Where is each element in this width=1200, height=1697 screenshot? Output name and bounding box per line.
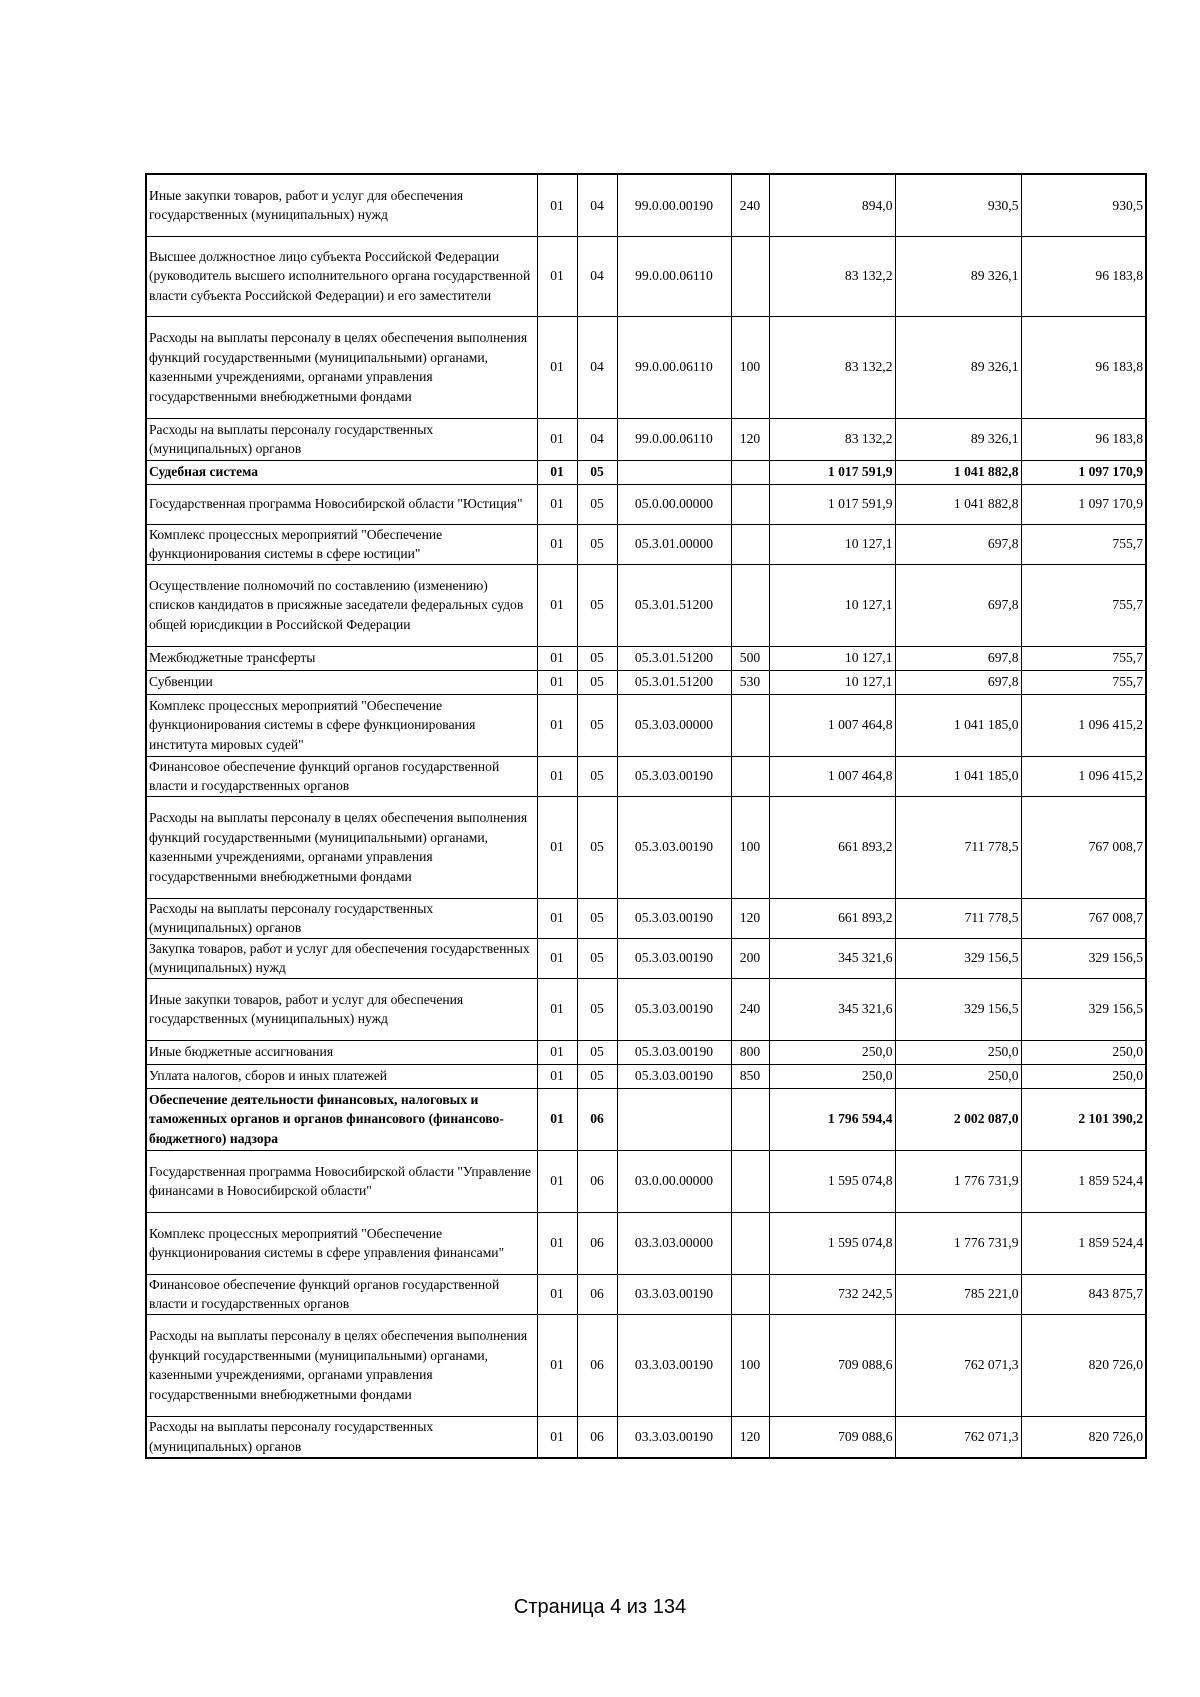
row-amount-year2: 1 776 731,9 (895, 1212, 1021, 1274)
row-amount-year3: 96 183,8 (1021, 236, 1146, 316)
row-subsection: 04 (577, 316, 617, 418)
row-amount-year2: 329 156,5 (895, 978, 1021, 1040)
row-amount-year2: 697,8 (895, 524, 1021, 564)
row-section: 01 (537, 978, 577, 1040)
row-amount-year2: 250,0 (895, 1064, 1021, 1088)
row-subsection: 05 (577, 1040, 617, 1064)
row-amount-year2: 711 778,5 (895, 796, 1021, 898)
row-subsection: 04 (577, 174, 617, 236)
row-target-article: 05.3.01.51200 (617, 564, 731, 646)
row-target-article: 99.0.00.00190 (617, 174, 731, 236)
budget-table-body (146, 174, 1146, 1458)
row-target-article: 03.3.03.00190 (617, 1274, 731, 1314)
row-target-article: 99.0.00.06110 (617, 316, 731, 418)
row-name: Расходы на выплаты персоналу в целях обеспечения выполнения функций государственными (муниципальными) органами, казенными учреждениями, органами управления государственными внебюджетными фондами (146, 316, 537, 418)
row-expense-type: 240 (731, 174, 769, 236)
row-amount-year3: 755,7 (1021, 564, 1146, 646)
row-subsection: 05 (577, 646, 617, 670)
row-expense-type: 100 (731, 1314, 769, 1416)
table-row (146, 174, 1146, 236)
row-expense-type (731, 236, 769, 316)
row-amount-year3: 1 859 524,4 (1021, 1150, 1146, 1212)
table-row (146, 484, 1146, 524)
row-name: Расходы на выплаты персоналу государственных (муниципальных) органов (146, 418, 537, 460)
row-section: 01 (537, 1314, 577, 1416)
row-amount-year3: 755,7 (1021, 646, 1146, 670)
row-amount-year3: 843 875,7 (1021, 1274, 1146, 1314)
row-target-article: 05.3.03.00190 (617, 796, 731, 898)
table-row (146, 938, 1146, 978)
row-amount-year1: 1 595 074,8 (769, 1150, 895, 1212)
row-amount-year1: 1 007 464,8 (769, 694, 895, 756)
row-subsection: 05 (577, 484, 617, 524)
row-name: Межбюджетные трансферты (146, 646, 537, 670)
table-row (146, 524, 1146, 564)
row-amount-year2: 697,8 (895, 564, 1021, 646)
row-subsection: 05 (577, 564, 617, 646)
row-amount-year1: 10 127,1 (769, 670, 895, 694)
row-amount-year2: 1 776 731,9 (895, 1150, 1021, 1212)
row-amount-year3: 329 156,5 (1021, 938, 1146, 978)
row-name: Субвенции (146, 670, 537, 694)
row-amount-year2: 1 041 882,8 (895, 484, 1021, 524)
row-section: 01 (537, 898, 577, 938)
row-subsection: 05 (577, 978, 617, 1040)
row-subsection: 05 (577, 756, 617, 796)
row-expense-type: 500 (731, 646, 769, 670)
table-row (146, 670, 1146, 694)
row-subsection: 04 (577, 418, 617, 460)
row-name: Высшее должностное лицо субъекта Российской Федерации (руководитель высшего исполнительного органа государственной власти субъекта Российской Федерации) и его заместители (146, 236, 537, 316)
row-expense-type: 850 (731, 1064, 769, 1088)
row-amount-year1: 732 242,5 (769, 1274, 895, 1314)
row-amount-year1: 10 127,1 (769, 646, 895, 670)
table-row (146, 460, 1146, 484)
row-amount-year1: 83 132,2 (769, 236, 895, 316)
row-amount-year1: 1 017 591,9 (769, 484, 895, 524)
row-subsection: 05 (577, 1064, 617, 1088)
row-amount-year2: 89 326,1 (895, 236, 1021, 316)
row-amount-year3: 1 096 415,2 (1021, 756, 1146, 796)
row-section: 01 (537, 418, 577, 460)
row-amount-year2: 711 778,5 (895, 898, 1021, 938)
row-amount-year2: 697,8 (895, 646, 1021, 670)
table-row (146, 1150, 1146, 1212)
row-name: Государственная программа Новосибирской области "Управление финансами в Новосибирской области" (146, 1150, 537, 1212)
row-section: 01 (537, 564, 577, 646)
row-target-article (617, 1088, 731, 1150)
row-amount-year2: 762 071,3 (895, 1416, 1021, 1458)
row-amount-year3: 767 008,7 (1021, 898, 1146, 938)
row-subsection: 04 (577, 236, 617, 316)
row-name: Судебная система (146, 460, 537, 484)
row-expense-type (731, 484, 769, 524)
row-amount-year2: 1 041 882,8 (895, 460, 1021, 484)
table-row (146, 694, 1146, 756)
table-row (146, 756, 1146, 796)
row-amount-year3: 755,7 (1021, 524, 1146, 564)
row-amount-year2: 2 002 087,0 (895, 1088, 1021, 1150)
page-footer: Страница 4 из 134 (513, 1596, 687, 1618)
budget-table (145, 173, 1147, 1459)
table-row (146, 978, 1146, 1040)
row-target-article: 03.3.03.00000 (617, 1212, 731, 1274)
row-section: 01 (537, 1212, 577, 1274)
row-expense-type (731, 1212, 769, 1274)
row-amount-year3: 1 097 170,9 (1021, 484, 1146, 524)
row-section: 01 (537, 174, 577, 236)
row-name: Расходы на выплаты персоналу государственных (муниципальных) органов (146, 1416, 537, 1458)
row-amount-year1: 345 321,6 (769, 938, 895, 978)
row-amount-year1: 661 893,2 (769, 796, 895, 898)
table-row (146, 1088, 1146, 1150)
table-row (146, 1040, 1146, 1064)
row-section: 01 (537, 236, 577, 316)
row-expense-type: 530 (731, 670, 769, 694)
row-amount-year3: 96 183,8 (1021, 418, 1146, 460)
row-amount-year1: 10 127,1 (769, 524, 895, 564)
row-section: 01 (537, 1416, 577, 1458)
row-subsection: 05 (577, 460, 617, 484)
row-amount-year1: 1 796 594,4 (769, 1088, 895, 1150)
row-target-article: 99.0.00.06110 (617, 236, 731, 316)
row-amount-year3: 1 097 170,9 (1021, 460, 1146, 484)
table-row (146, 418, 1146, 460)
row-section: 01 (537, 484, 577, 524)
row-name: Осуществление полномочий по составлению (изменению) списков кандидатов в присяжные заседатели федеральных судов общей юрисдикции в Российской Федерации (146, 564, 537, 646)
table-row (146, 236, 1146, 316)
row-amount-year1: 709 088,6 (769, 1314, 895, 1416)
row-target-article: 05.3.01.51200 (617, 670, 731, 694)
row-amount-year2: 329 156,5 (895, 938, 1021, 978)
row-subsection: 05 (577, 938, 617, 978)
row-subsection: 06 (577, 1416, 617, 1458)
row-amount-year2: 697,8 (895, 670, 1021, 694)
row-section: 01 (537, 1150, 577, 1212)
row-amount-year1: 1 595 074,8 (769, 1212, 895, 1274)
row-subsection: 05 (577, 898, 617, 938)
row-target-article: 05.3.01.00000 (617, 524, 731, 564)
row-name: Комплекс процессных мероприятий "Обеспечение функционирования системы в сфере юстиции" (146, 524, 537, 564)
row-subsection: 06 (577, 1212, 617, 1274)
row-amount-year3: 1 096 415,2 (1021, 694, 1146, 756)
row-target-article: 05.3.03.00190 (617, 1040, 731, 1064)
row-expense-type: 120 (731, 418, 769, 460)
row-amount-year3: 930,5 (1021, 174, 1146, 236)
row-name: Финансовое обеспечение функций органов государственной власти и государственных органов (146, 756, 537, 796)
row-expense-type (731, 1150, 769, 1212)
row-subsection: 06 (577, 1150, 617, 1212)
row-amount-year1: 10 127,1 (769, 564, 895, 646)
row-amount-year1: 1 007 464,8 (769, 756, 895, 796)
row-subsection: 06 (577, 1274, 617, 1314)
row-section: 01 (537, 1064, 577, 1088)
row-target-article (617, 460, 731, 484)
row-amount-year3: 96 183,8 (1021, 316, 1146, 418)
row-subsection: 05 (577, 694, 617, 756)
row-name: Расходы на выплаты персоналу в целях обеспечения выполнения функций государственными (муниципальными) органами, казенными учреждениями, органами управления государственными внебюджетными фондами (146, 796, 537, 898)
row-amount-year3: 820 726,0 (1021, 1314, 1146, 1416)
row-amount-year2: 762 071,3 (895, 1314, 1021, 1416)
row-amount-year2: 250,0 (895, 1040, 1021, 1064)
table-row (146, 564, 1146, 646)
row-amount-year1: 250,0 (769, 1040, 895, 1064)
row-name: Закупка товаров, работ и услуг для обеспечения государственных (муниципальных) нужд (146, 938, 537, 978)
table-row (146, 1416, 1146, 1458)
row-amount-year3: 1 859 524,4 (1021, 1212, 1146, 1274)
row-amount-year3: 250,0 (1021, 1040, 1146, 1064)
row-section: 01 (537, 1088, 577, 1150)
row-section: 01 (537, 1274, 577, 1314)
row-name: Иные закупки товаров, работ и услуг для обеспечения государственных (муниципальных) нужд (146, 978, 537, 1040)
row-section: 01 (537, 756, 577, 796)
row-target-article: 03.3.03.00190 (617, 1416, 731, 1458)
row-amount-year2: 89 326,1 (895, 418, 1021, 460)
table-row (146, 316, 1146, 418)
table-row (146, 1212, 1146, 1274)
row-target-article: 05.3.03.00190 (617, 978, 731, 1040)
row-expense-type (731, 564, 769, 646)
row-name: Иные закупки товаров, работ и услуг для обеспечения государственных (муниципальных) нужд (146, 174, 537, 236)
row-section: 01 (537, 316, 577, 418)
row-target-article: 05.3.03.00000 (617, 694, 731, 756)
row-target-article: 03.0.00.00000 (617, 1150, 731, 1212)
row-amount-year1: 709 088,6 (769, 1416, 895, 1458)
row-target-article: 05.3.03.00190 (617, 898, 731, 938)
row-section: 01 (537, 1040, 577, 1064)
row-name: Государственная программа Новосибирской области "Юстиция" (146, 484, 537, 524)
row-expense-type: 800 (731, 1040, 769, 1064)
row-expense-type: 100 (731, 796, 769, 898)
row-expense-type: 200 (731, 938, 769, 978)
row-amount-year1: 83 132,2 (769, 418, 895, 460)
row-section: 01 (537, 460, 577, 484)
table-row (146, 1064, 1146, 1088)
row-amount-year1: 894,0 (769, 174, 895, 236)
row-expense-type: 100 (731, 316, 769, 418)
row-amount-year3: 755,7 (1021, 670, 1146, 694)
row-expense-type: 240 (731, 978, 769, 1040)
row-name: Иные бюджетные ассигнования (146, 1040, 537, 1064)
row-amount-year2: 1 041 185,0 (895, 694, 1021, 756)
row-section: 01 (537, 670, 577, 694)
row-expense-type (731, 1274, 769, 1314)
row-expense-type (731, 524, 769, 564)
row-expense-type (731, 694, 769, 756)
table-row (146, 1314, 1146, 1416)
row-name: Обеспечение деятельности финансовых, налоговых и таможенных органов и органов финансового (финансово-бюджетного) надзора (146, 1088, 537, 1150)
row-target-article: 99.0.00.06110 (617, 418, 731, 460)
row-target-article: 05.0.00.00000 (617, 484, 731, 524)
row-expense-type: 120 (731, 1416, 769, 1458)
row-name: Комплекс процессных мероприятий "Обеспечение функционирования системы в сфере управления финансами" (146, 1212, 537, 1274)
row-amount-year2: 930,5 (895, 174, 1021, 236)
row-target-article: 03.3.03.00190 (617, 1314, 731, 1416)
table-row (146, 796, 1146, 898)
row-expense-type (731, 1088, 769, 1150)
row-section: 01 (537, 938, 577, 978)
row-name: Финансовое обеспечение функций органов государственной власти и государственных органов (146, 1274, 537, 1314)
row-expense-type (731, 460, 769, 484)
row-target-article: 05.3.03.00190 (617, 938, 731, 978)
row-section: 01 (537, 694, 577, 756)
row-amount-year1: 1 017 591,9 (769, 460, 895, 484)
row-subsection: 06 (577, 1314, 617, 1416)
row-subsection: 06 (577, 1088, 617, 1150)
row-target-article: 05.3.03.00190 (617, 756, 731, 796)
row-amount-year3: 329 156,5 (1021, 978, 1146, 1040)
row-section: 01 (537, 646, 577, 670)
row-expense-type: 120 (731, 898, 769, 938)
row-section: 01 (537, 524, 577, 564)
row-name: Расходы на выплаты персоналу государственных (муниципальных) органов (146, 898, 537, 938)
row-amount-year3: 2 101 390,2 (1021, 1088, 1146, 1150)
row-subsection: 05 (577, 670, 617, 694)
row-subsection: 05 (577, 524, 617, 564)
row-section: 01 (537, 796, 577, 898)
row-amount-year2: 1 041 185,0 (895, 756, 1021, 796)
row-amount-year1: 345 321,6 (769, 978, 895, 1040)
row-amount-year2: 785 221,0 (895, 1274, 1021, 1314)
row-name: Комплекс процессных мероприятий "Обеспечение функционирования системы в сфере функционирования института мировых судей" (146, 694, 537, 756)
row-target-article: 05.3.03.00190 (617, 1064, 731, 1088)
row-target-article: 05.3.01.51200 (617, 646, 731, 670)
row-amount-year1: 250,0 (769, 1064, 895, 1088)
table-row (146, 646, 1146, 670)
row-expense-type (731, 756, 769, 796)
row-amount-year3: 250,0 (1021, 1064, 1146, 1088)
row-amount-year2: 89 326,1 (895, 316, 1021, 418)
table-row (146, 1274, 1146, 1314)
row-amount-year1: 661 893,2 (769, 898, 895, 938)
row-amount-year3: 820 726,0 (1021, 1416, 1146, 1458)
row-name: Уплата налогов, сборов и иных платежей (146, 1064, 537, 1088)
row-subsection: 05 (577, 796, 617, 898)
row-amount-year1: 83 132,2 (769, 316, 895, 418)
row-name: Расходы на выплаты персоналу в целях обеспечения выполнения функций государственными (муниципальными) органами, казенными учреждениями, органами управления государственными внебюджетными фондами (146, 1314, 537, 1416)
table-row (146, 898, 1146, 938)
row-amount-year3: 767 008,7 (1021, 796, 1146, 898)
